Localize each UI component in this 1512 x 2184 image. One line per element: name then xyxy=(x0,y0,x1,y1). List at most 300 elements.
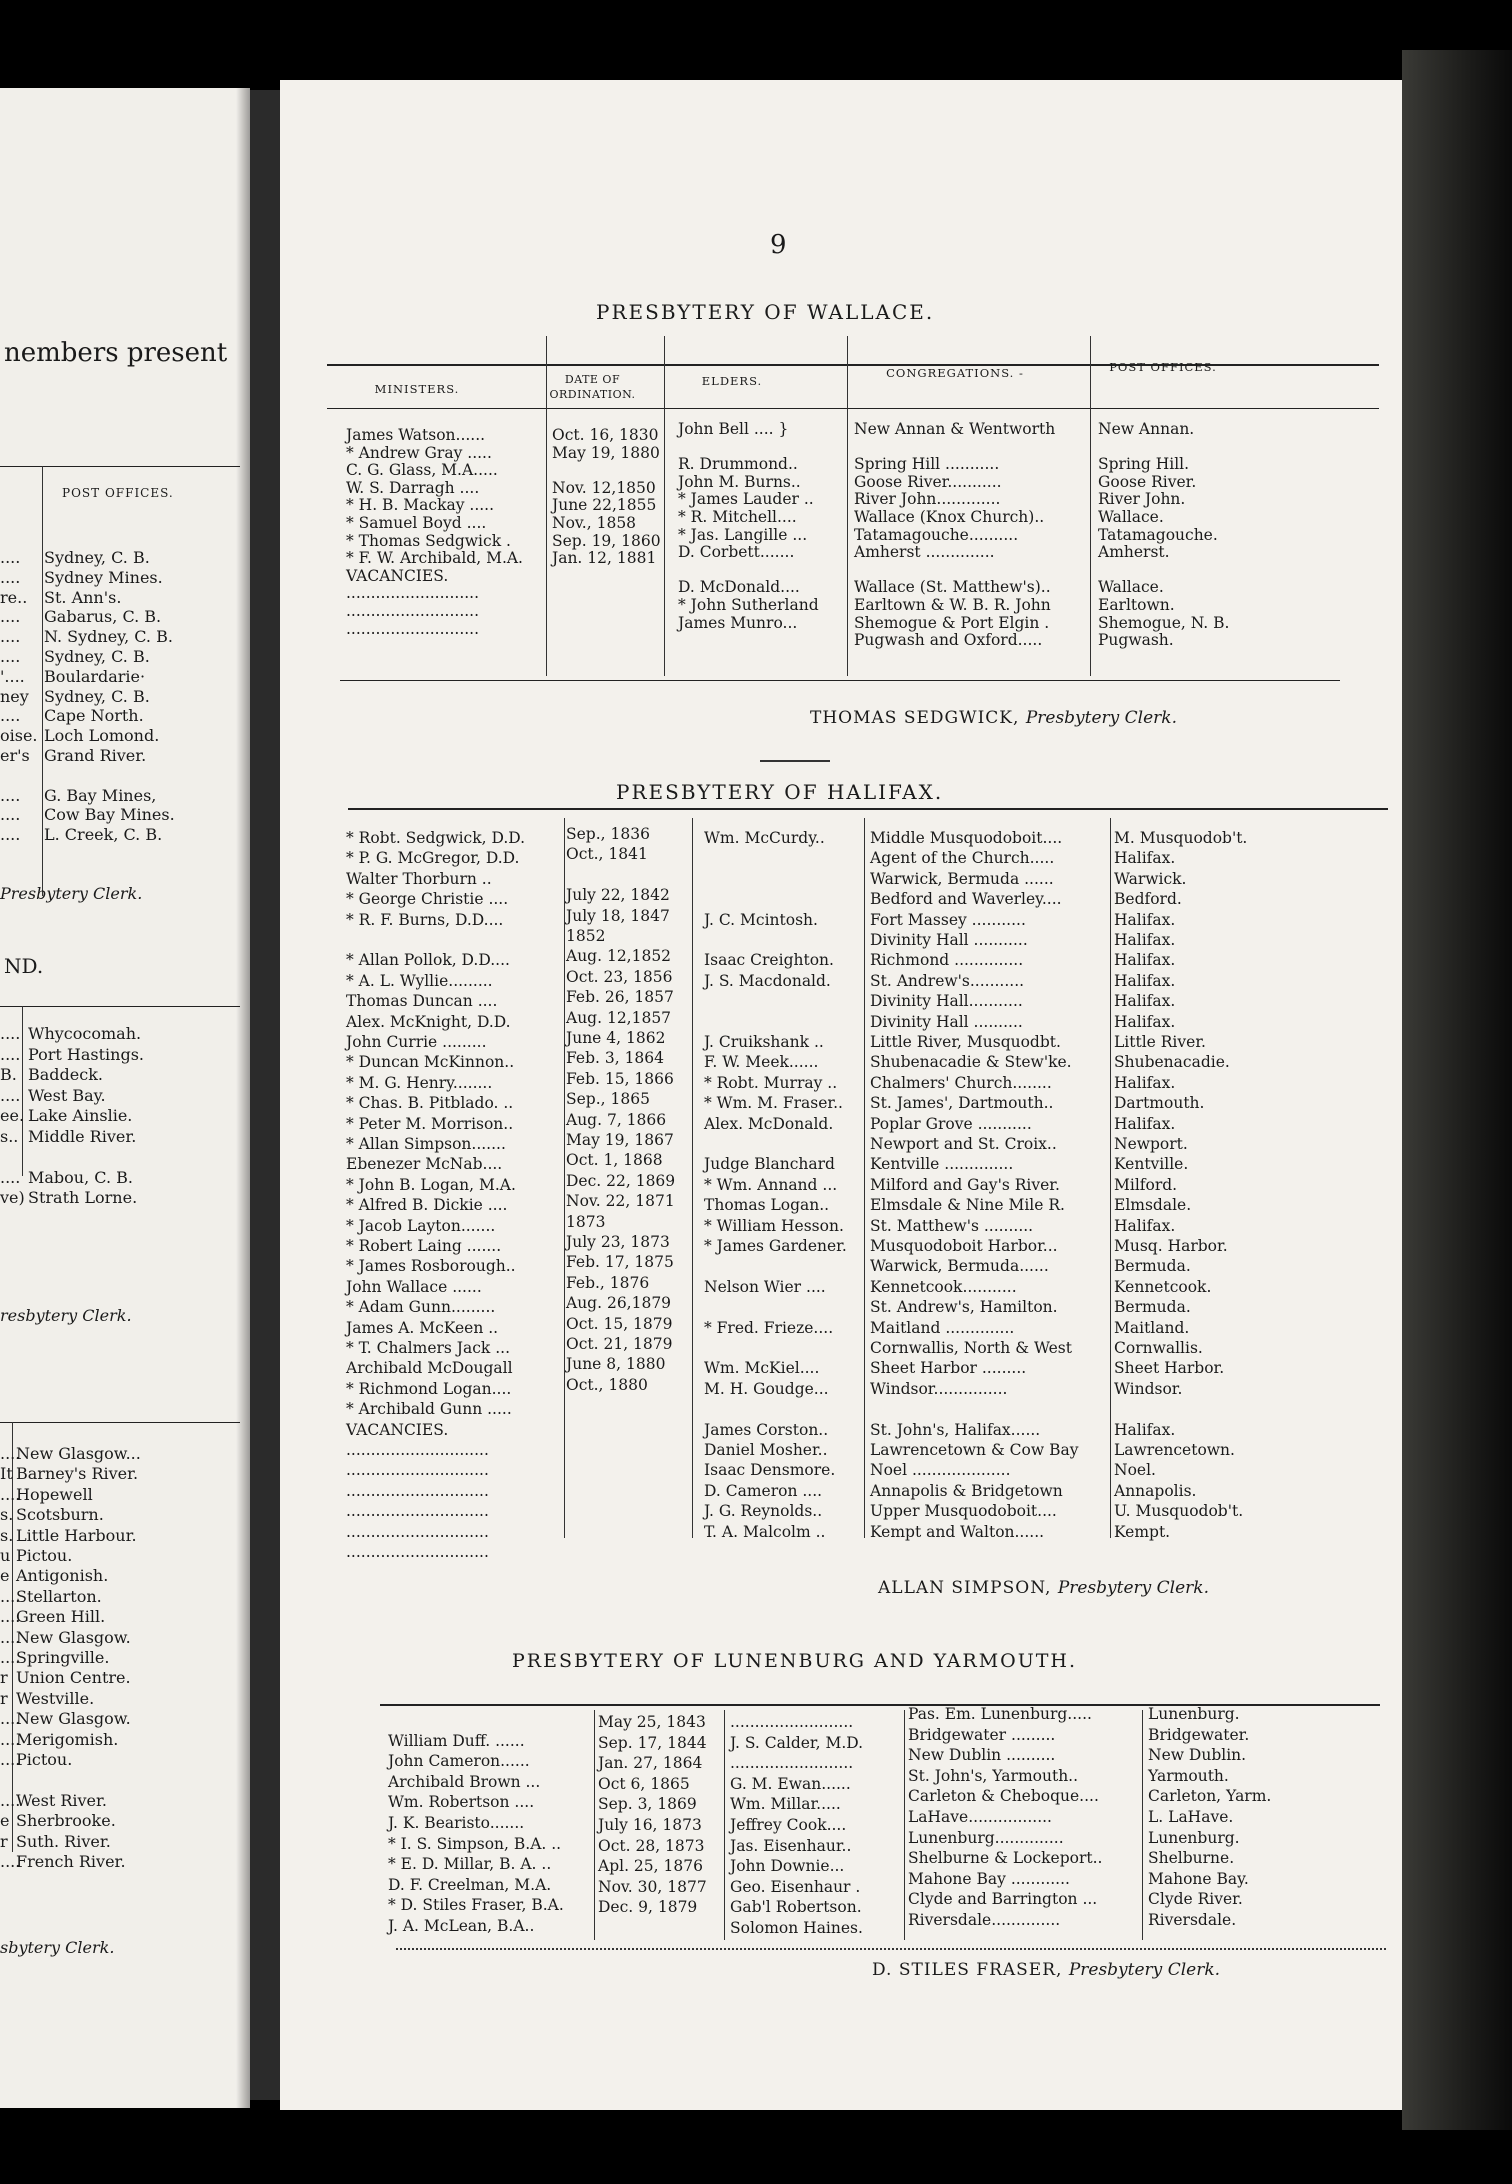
wallace-minister: * Thomas Sedgwick . xyxy=(346,531,511,550)
halifax-date: Oct., 1880 xyxy=(566,1375,648,1394)
halifax-date: Oct. 15, 1879 xyxy=(566,1314,673,1333)
halifax-post-office: Halifax. xyxy=(1114,1216,1176,1235)
halifax-minister: ............................. xyxy=(346,1461,489,1480)
lunenburg-elder: Geo. Eisenhaur . xyxy=(730,1877,861,1896)
lunenburg-column-rule xyxy=(1142,1710,1143,1940)
halifax-congregation: Chalmers' Church........ xyxy=(870,1073,1052,1092)
lunenburg-date: Sep. 3, 1869 xyxy=(598,1795,697,1814)
halifax-minister: Alex. McKnight, D.D. xyxy=(346,1012,511,1031)
lunenburg-date: Dec. 9, 1879 xyxy=(598,1898,698,1917)
halifax-elder: * Wm. Annand ... xyxy=(704,1175,838,1194)
left-block3-fragment: e xyxy=(0,1566,10,1586)
halifax-minister: John Wallace ...... xyxy=(346,1277,482,1296)
halifax-minister: * Peter M. Morrison.. xyxy=(346,1114,514,1133)
halifax-elder: Nelson Wier .... xyxy=(704,1277,826,1296)
wallace-post-office: River John. xyxy=(1098,490,1186,509)
wallace-elder: * R. Mitchell.... xyxy=(678,508,797,526)
halifax-congregation: Noel .................... xyxy=(870,1461,1011,1480)
halifax-minister: * A. L. Wyllie......... xyxy=(346,971,493,990)
left-block3-fragment: It xyxy=(0,1464,13,1484)
left-block1-post-office: Loch Lomond. xyxy=(44,726,160,746)
left-block3-post-office: Suth. River. xyxy=(16,1831,111,1851)
halifax-date: Nov. 22, 1871 xyxy=(566,1192,675,1211)
left-block3-fragment: .... xyxy=(0,1444,21,1463)
halifax-post-office: Dartmouth. xyxy=(1114,1094,1205,1113)
left-block3-post-office: Merigomish. xyxy=(16,1729,119,1749)
halifax-minister: Archibald McDougall xyxy=(346,1359,513,1378)
wallace-post-office: Shemogue, N. B. xyxy=(1098,613,1230,632)
lunenburg-post-office: Bridgewater. xyxy=(1148,1725,1250,1744)
halifax-minister: * Jacob Layton....... xyxy=(346,1216,496,1235)
left-block2-post-office: Mabou, C. B. xyxy=(28,1167,133,1187)
halifax-post-office: Bedford. xyxy=(1114,890,1182,909)
left-block3-fragment: .... xyxy=(0,1648,21,1667)
wallace-congregation: Wallace (Knox Church).. xyxy=(854,508,1045,526)
left-section-2: ND. xyxy=(4,954,44,978)
halifax-post-office: Lawrencetown. xyxy=(1114,1441,1235,1459)
wallace-column-rule xyxy=(546,336,547,676)
lunenburg-minister: J. K. Bearisto....... xyxy=(388,1814,525,1832)
halifax-congregation: St. John's, Halifax...... xyxy=(870,1420,1041,1439)
halifax-minister: ............................. xyxy=(346,1522,489,1541)
left-block2-post-office: Baddeck. xyxy=(28,1065,103,1084)
wallace-elder: D. McDonald.... xyxy=(678,578,800,597)
left-block3-fragment: .... xyxy=(0,1627,21,1647)
left-clerk-2: resbytery Clerk. xyxy=(0,1306,132,1325)
halifax-minister: * M. G. Henry........ xyxy=(346,1073,493,1092)
halifax-post-office: Halifax. xyxy=(1114,971,1176,990)
wallace-elder: * Jas. Langille ... xyxy=(678,525,808,544)
halifax-minister: * Allan Simpson....... xyxy=(346,1135,506,1153)
lunenburg-minister: William Duff. ...... xyxy=(388,1731,525,1750)
wallace-elder: * John Sutherland xyxy=(678,596,819,614)
left-block2-post-office: Strath Lorne. xyxy=(28,1188,138,1207)
halifax-elder: * Robt. Murray .. xyxy=(704,1073,838,1092)
halifax-post-office: Annapolis. xyxy=(1114,1481,1197,1500)
lunenburg-congregation: Clyde and Barrington ... xyxy=(908,1890,1098,1909)
halifax-congregation: Divinity Hall........... xyxy=(870,992,1023,1011)
halifax-column-rule xyxy=(864,818,865,1538)
halifax-post-office: Kempt. xyxy=(1114,1522,1171,1541)
halifax-elder: Thomas Logan.. xyxy=(704,1196,830,1215)
lunenburg-post-office: Riversdale. xyxy=(1148,1911,1237,1929)
halifax-elder: M. H. Goudge... xyxy=(704,1379,829,1398)
halifax-minister: * Chas. B. Pitblado. .. xyxy=(346,1094,514,1113)
left-block1-fragment: .... xyxy=(0,785,21,805)
halifax-minister: * Adam Gunn......... xyxy=(346,1298,496,1317)
left-block3-fragment: .... xyxy=(0,1852,21,1871)
halifax-congregation: Upper Musquodoboit.... xyxy=(870,1502,1057,1521)
left-block3-post-office: Barney's River. xyxy=(16,1464,139,1484)
halifax-date: Aug. 26,1879 xyxy=(566,1294,672,1313)
left-block1-fragment: er's xyxy=(0,746,30,765)
halifax-post-office: Kentville. xyxy=(1114,1155,1189,1174)
wallace-minister: VACANCIES. xyxy=(346,566,449,585)
book-edge xyxy=(1402,50,1512,2130)
wallace-header-rule xyxy=(327,408,1379,409)
left-block3-post-office: Springville. xyxy=(16,1648,110,1667)
halifax-minister: ............................. xyxy=(346,1543,489,1561)
halifax-post-office: Windsor. xyxy=(1114,1379,1183,1398)
lunenburg-congregation: LaHave................. xyxy=(908,1808,1052,1826)
wallace-elder: * James Lauder .. xyxy=(678,490,814,509)
wallace-header-date: DATE OF ORDINATION. xyxy=(549,373,636,401)
wallace-header-elders: ELDERS. xyxy=(701,374,763,388)
wallace-congregation: Tatamagouche.......... xyxy=(854,525,1019,544)
wallace-bottom-rule xyxy=(340,680,1340,681)
lunenburg-minister: Archibald Brown ... xyxy=(388,1772,541,1791)
halifax-elder: Wm. McCurdy.. xyxy=(704,829,825,847)
left-block1-fragment: .... xyxy=(0,607,21,627)
lunenburg-date: Sep. 17, 1844 xyxy=(598,1733,707,1752)
halifax-post-office: Halifax. xyxy=(1114,992,1176,1011)
halifax-post-office: Shubenacadie. xyxy=(1114,1053,1230,1072)
halifax-date: May 19, 1867 xyxy=(566,1131,674,1149)
halifax-date: Feb. 17, 1875 xyxy=(566,1253,674,1272)
lunenburg-post-office: Shelburne. xyxy=(1148,1849,1235,1868)
lunenburg-elder: Gab'l Robertson. xyxy=(730,1898,862,1917)
halifax-date: Feb. 15, 1866 xyxy=(566,1069,674,1088)
left-block3-post-office: Little Harbour. xyxy=(16,1525,137,1545)
left-block1-post-office: Sydney Mines. xyxy=(44,567,163,587)
wallace-ornament xyxy=(760,760,830,762)
wallace-congregation: New Annan & Wentworth xyxy=(854,420,1056,438)
wallace-minister: * H. B. Mackay ..... xyxy=(346,496,495,515)
halifax-post-office: Halifax. xyxy=(1114,849,1176,868)
lunenburg-congregation: Carleton & Cheboque.... xyxy=(908,1787,1099,1806)
page-number: 9 xyxy=(770,230,787,260)
halifax-congregation: Sheet Harbor ......... xyxy=(870,1359,1027,1378)
wallace-clerk: THOMAS SEDGWICK, Presbytery Clerk. xyxy=(810,708,1178,728)
left-block2-post-office: Whycocomah. xyxy=(28,1024,142,1043)
lunenburg-minister: J. A. McLean, B.A.. xyxy=(388,1917,535,1935)
left-block3-post-office: New Glasgow... xyxy=(16,1444,141,1463)
halifax-elder: T. A. Malcolm .. xyxy=(704,1522,826,1541)
wallace-minister: ........................... xyxy=(346,602,480,620)
halifax-congregation: Lawrencetown & Cow Bay xyxy=(870,1441,1079,1459)
halifax-congregation: Little River, Musquodbt. xyxy=(870,1033,1061,1051)
left-block1-fragment: re.. xyxy=(0,587,28,607)
halifax-post-office: Sheet Harbor. xyxy=(1114,1359,1225,1378)
halifax-date: Sep., 1865 xyxy=(566,1090,650,1109)
wallace-date: Oct. 16, 1830 xyxy=(552,426,659,444)
halifax-post-office: M. Musquodob't. xyxy=(1114,829,1248,847)
left-block3-fragment: r xyxy=(0,1831,8,1851)
lunenburg-post-office: Mahone Bay. xyxy=(1148,1869,1249,1888)
left-block3-post-office: Green Hill. xyxy=(16,1607,106,1627)
wallace-column-rule xyxy=(847,336,848,676)
wallace-header-congregations: CONGREGATIONS. - xyxy=(886,366,1024,380)
wallace-column-rule xyxy=(1090,336,1091,676)
halifax-post-office: Halifax. xyxy=(1114,1114,1176,1133)
left-block1-fragment: '.... xyxy=(0,666,25,686)
left-top-rule xyxy=(0,466,240,467)
wallace-congregation: Pugwash and Oxford..... xyxy=(854,631,1043,650)
lunenburg-date: Oct. 28, 1873 xyxy=(598,1836,705,1855)
halifax-minister: * John B. Logan, M.A. xyxy=(346,1175,516,1194)
left-block1-post-office: Boulardarie· xyxy=(44,666,146,686)
halifax-elder: * Fred. Frieze.... xyxy=(704,1318,834,1337)
halifax-congregation: Kentville .............. xyxy=(870,1155,1014,1174)
wallace-post-office: Amherst. xyxy=(1098,543,1170,562)
halifax-date: 1873 xyxy=(566,1212,606,1231)
halifax-minister: * Alfred B. Dickie .... xyxy=(346,1196,508,1215)
halifax-post-office: Halifax. xyxy=(1114,1012,1176,1031)
halifax-date: Feb. 3, 1864 xyxy=(566,1049,665,1068)
halifax-minister: * James Rosborough.. xyxy=(346,1257,516,1276)
left-block3-fragment: s. xyxy=(0,1525,14,1545)
left-block3-fragment: e xyxy=(0,1811,10,1831)
halifax-minister: * P. G. McGregor, D.D. xyxy=(346,849,520,868)
left-block2-fragment: .... xyxy=(0,1044,21,1064)
left-block3-post-office: Stellarton. xyxy=(16,1586,102,1606)
left-heading-fragment: nembers present xyxy=(4,338,228,368)
halifax-congregation: Musquodoboit Harbor... xyxy=(870,1237,1058,1255)
halifax-elder: James Corston.. xyxy=(704,1420,829,1439)
halifax-congregation: St. Andrew's, Hamilton. xyxy=(870,1298,1058,1317)
main-page xyxy=(280,80,1402,2110)
wallace-post-office: Goose River. xyxy=(1098,472,1197,491)
left-block3-fragment: s. xyxy=(0,1505,14,1525)
halifax-congregation: Kempt and Walton...... xyxy=(870,1522,1045,1541)
halifax-post-office: Elmsdale. xyxy=(1114,1196,1192,1215)
halifax-post-office: Noel. xyxy=(1114,1461,1156,1480)
left-block3-fragment: .... xyxy=(0,1484,21,1504)
left-block1-fragment: .... xyxy=(0,567,21,587)
left-block2-fragment: .... xyxy=(0,1167,21,1187)
halifax-post-office: Milford. xyxy=(1114,1175,1178,1194)
halifax-congregation: Kennetcook........... xyxy=(870,1277,1017,1296)
wallace-post-office: New Annan. xyxy=(1098,420,1195,438)
left-block2-fragment: B. xyxy=(0,1065,17,1084)
wallace-congregation: Shemogue & Port Elgin . xyxy=(854,613,1050,632)
halifax-minister: Thomas Duncan .... xyxy=(346,992,498,1011)
halifax-minister: ............................. xyxy=(346,1502,489,1521)
left-block3-post-office: Westville. xyxy=(16,1688,95,1708)
halifax-congregation: Newport and St. Croix.. xyxy=(870,1135,1057,1153)
wallace-elder: R. Drummond.. xyxy=(678,455,798,474)
halifax-minister: Walter Thorburn .. xyxy=(346,869,492,888)
halifax-minister: * Allan Pollok, D.D.... xyxy=(346,951,510,970)
halifax-elder: * Wm. M. Fraser.. xyxy=(704,1094,843,1113)
lunenburg-minister: * I. S. Simpson, B.A. .. xyxy=(388,1834,562,1853)
left-block3-fragment: .... xyxy=(0,1729,21,1749)
left-block3-fragment: r xyxy=(0,1688,8,1708)
lunenburg-date: Jan. 27, 1864 xyxy=(598,1754,703,1773)
halifax-elder: J. C. Mcintosh. xyxy=(704,910,818,929)
lunenburg-minister: * D. Stiles Fraser, B.A. xyxy=(388,1896,564,1915)
left-column-rule xyxy=(42,466,43,896)
halifax-date: Feb. 26, 1857 xyxy=(566,988,674,1007)
wallace-column-rule xyxy=(664,336,665,676)
halifax-date: Oct., 1841 xyxy=(566,845,648,864)
lunenburg-minister: * E. D. Millar, B. A. .. xyxy=(388,1855,552,1874)
lunenburg-title: PRESBYTERY OF LUNENBURG AND YARMOUTH. xyxy=(512,1650,1078,1672)
halifax-post-office: Halifax. xyxy=(1114,931,1176,949)
left-block3-post-office: Sherbrooke. xyxy=(16,1811,116,1831)
lunenburg-date: July 16, 1873 xyxy=(598,1816,702,1834)
left-block1-fragment: ney xyxy=(0,686,29,706)
halifax-top-rule xyxy=(348,808,1388,810)
lunenburg-congregation: New Dublin .......... xyxy=(908,1746,1056,1765)
halifax-congregation: St. Matthew's .......... xyxy=(870,1216,1034,1235)
halifax-congregation: Richmond .............. xyxy=(870,951,1024,970)
wallace-congregation: River John............. xyxy=(854,490,1001,509)
left-block1-post-office: Cape North. xyxy=(44,706,144,726)
left-block3-post-office: Hopewell xyxy=(16,1484,93,1504)
halifax-congregation: Elmsdale & Nine Mile R. xyxy=(870,1196,1065,1215)
halifax-minister: John Currie ......... xyxy=(346,1033,487,1051)
lunenburg-post-office: Lunenburg. xyxy=(1148,1828,1240,1847)
halifax-date: Aug. 7, 1866 xyxy=(566,1110,667,1129)
halifax-minister: * R. F. Burns, D.D.... xyxy=(346,910,504,929)
left-block3-post-office: Antigonish. xyxy=(16,1566,109,1586)
halifax-date: June 4, 1862 xyxy=(566,1029,666,1047)
left-block3-post-office: New Glasgow. xyxy=(16,1709,131,1729)
left-block1-post-office: L. Creek, C. B. xyxy=(44,825,163,845)
left-post-offices-header: POST OFFICES. xyxy=(62,486,174,500)
wallace-elder: James Munro... xyxy=(678,613,798,632)
left-block1-post-office: St. Ann's. xyxy=(44,587,122,607)
halifax-date: Oct. 1, 1868 xyxy=(566,1151,663,1170)
left-block1-fragment: .... xyxy=(0,805,21,825)
halifax-column-rule xyxy=(564,818,565,1538)
lunenburg-congregation: Riversdale.............. xyxy=(908,1911,1061,1929)
lunenburg-elder: Jas. Eisenhaur.. xyxy=(730,1836,852,1855)
left-block2-fragment: ee. xyxy=(0,1106,25,1125)
halifax-minister: ............................. xyxy=(346,1441,489,1459)
halifax-congregation: Milford and Gay's River. xyxy=(870,1175,1060,1194)
lunenburg-elder: Solomon Haines. xyxy=(730,1919,863,1937)
left-block1-fragment: .... xyxy=(0,706,21,726)
halifax-congregation: Fort Massey ........... xyxy=(870,910,1026,929)
wallace-minister: ........................... xyxy=(346,584,480,603)
wallace-post-office: Wallace. xyxy=(1098,508,1164,526)
left-block3-post-office: West River. xyxy=(16,1790,107,1810)
left-block3-fragment: .... xyxy=(0,1709,21,1729)
halifax-post-office: Halifax. xyxy=(1114,910,1176,929)
wallace-minister: C. G. Glass, M.A..... xyxy=(346,461,498,480)
halifax-congregation: Divinity Hall .......... xyxy=(870,1012,1023,1031)
wallace-minister: * Samuel Boyd .... xyxy=(346,514,487,532)
wallace-header-post-offices: POST OFFICES. xyxy=(1109,360,1217,374)
halifax-column-rule xyxy=(692,818,693,1538)
halifax-congregation: Cornwallis, North & West xyxy=(870,1339,1072,1357)
halifax-minister: VACANCIES. xyxy=(346,1420,449,1439)
halifax-congregation: Divinity Hall ........... xyxy=(870,931,1028,949)
wallace-date: Sep. 19, 1860 xyxy=(552,531,661,550)
lunenburg-congregation: St. John's, Yarmouth.. xyxy=(908,1766,1079,1785)
lunenburg-date: Oct 6, 1865 xyxy=(598,1774,690,1793)
halifax-elder: Alex. McDonald. xyxy=(704,1114,834,1133)
wallace-post-office: Earltown. xyxy=(1098,596,1175,614)
wallace-congregation: Spring Hill ........... xyxy=(854,455,1000,474)
lunenburg-elder: Wm. Millar..... xyxy=(730,1795,841,1814)
left-block3-fragment: .... xyxy=(0,1790,21,1810)
halifax-congregation: Shubenacadie & Stew'ke. xyxy=(870,1053,1072,1072)
halifax-post-office: Warwick. xyxy=(1114,869,1187,888)
halifax-elder: Daniel Mosher.. xyxy=(704,1441,828,1459)
halifax-elder: D. Cameron .... xyxy=(704,1481,823,1500)
wallace-elder: D. Corbett....... xyxy=(678,543,795,562)
left-block1-post-office: Grand River. xyxy=(44,746,147,765)
halifax-date: June 8, 1880 xyxy=(566,1355,666,1374)
left-block1-post-office: Sydney, C. B. xyxy=(44,686,150,706)
left-block3-post-office: Pictou. xyxy=(16,1546,73,1565)
halifax-congregation: Annapolis & Bridgetown xyxy=(870,1481,1063,1500)
halifax-congregation: Warwick, Bermuda...... xyxy=(870,1257,1049,1276)
left-block3-post-office: French River. xyxy=(16,1852,126,1871)
halifax-date: July 18, 1847 xyxy=(566,906,670,925)
left-block3-post-office: New Glasgow. xyxy=(16,1627,131,1647)
halifax-minister: James A. McKeen .. xyxy=(346,1318,499,1337)
halifax-post-office: Musq. Harbor. xyxy=(1114,1237,1228,1255)
wallace-post-office: Tatamagouche. xyxy=(1098,525,1218,544)
halifax-minister: * Robert Laing ....... xyxy=(346,1237,502,1255)
wallace-minister: * Andrew Gray ..... xyxy=(346,443,492,462)
lunenburg-minister: Wm. Robertson .... xyxy=(388,1793,535,1812)
halifax-minister: * Robt. Sedgwick, D.D. xyxy=(346,829,526,847)
lunenburg-congregation: Shelburne & Lockeport.. xyxy=(908,1849,1103,1868)
wallace-date: June 22,1855 xyxy=(552,496,657,515)
wallace-congregation: Goose River........... xyxy=(854,472,1002,491)
lunenburg-elder: J. S. Calder, M.D. xyxy=(730,1733,864,1752)
left-block1-fragment: .... xyxy=(0,647,21,666)
halifax-congregation: Warwick, Bermuda ...... xyxy=(870,869,1054,888)
halifax-title: PRESBYTERY OF HALIFAX. xyxy=(616,780,944,804)
halifax-elder: Isaac Creighton. xyxy=(704,951,834,970)
halifax-post-office: Halifax. xyxy=(1114,1073,1176,1092)
wallace-date: Nov. 12,1850 xyxy=(552,478,656,497)
left-rule-2 xyxy=(0,1006,240,1007)
halifax-column-rule xyxy=(1110,818,1111,1538)
left-block1-post-office: Gabarus, C. B. xyxy=(44,607,162,627)
lunenburg-post-office: New Dublin. xyxy=(1148,1746,1247,1765)
left-rule-3 xyxy=(0,1422,240,1423)
lunenburg-minister: D. F. Creelman, M.A. xyxy=(388,1875,552,1894)
lunenburg-congregation: Mahone Bay ............ xyxy=(908,1869,1070,1888)
halifax-post-office: Newport. xyxy=(1114,1135,1188,1153)
lunenburg-column-rule xyxy=(724,1710,725,1940)
left-clerk-1: Presbytery Clerk. xyxy=(0,884,143,903)
halifax-post-office: Cornwallis. xyxy=(1114,1339,1203,1357)
left-block2-post-office: Middle River. xyxy=(28,1126,137,1146)
left-block3-fragment: .... xyxy=(0,1607,21,1627)
halifax-minister: * Richmond Logan.... xyxy=(346,1379,512,1398)
left-block2-fragment: ve) xyxy=(0,1188,25,1207)
wallace-elder: John Bell .... } xyxy=(678,420,789,438)
halifax-congregation: St. James', Dartmouth.. xyxy=(870,1094,1054,1113)
halifax-post-office: Kennetcook. xyxy=(1114,1277,1212,1296)
left-block2-post-office: Port Hastings. xyxy=(28,1044,145,1064)
left-block1-post-office: N. Sydney, C. B. xyxy=(44,627,173,647)
left-block3-fragment: .... xyxy=(0,1586,21,1606)
left-block1-fragment: oise. xyxy=(0,726,38,746)
lunenburg-clerk: D. STILES FRASER, Presbytery Clerk. xyxy=(872,1960,1221,1980)
halifax-post-office: Bermuda. xyxy=(1114,1257,1191,1276)
left-block1-post-office: G. Bay Mines, xyxy=(44,785,157,805)
halifax-date: Aug. 12,1857 xyxy=(566,1008,672,1027)
wallace-minister: James Watson...... xyxy=(346,426,486,444)
halifax-elder: F. W. Meek...... xyxy=(704,1053,819,1072)
halifax-clerk: ALLAN SIMPSON, Presbytery Clerk. xyxy=(878,1578,1210,1598)
halifax-elder: J. G. Reynolds.. xyxy=(704,1502,823,1521)
lunenburg-date: Nov. 30, 1877 xyxy=(598,1877,707,1896)
lunenburg-post-office: Yarmouth. xyxy=(1148,1766,1229,1785)
halifax-elder: Isaac Densmore. xyxy=(704,1461,836,1480)
halifax-date: Dec. 22, 1869 xyxy=(566,1171,676,1190)
halifax-date: Oct. 23, 1856 xyxy=(566,967,673,986)
